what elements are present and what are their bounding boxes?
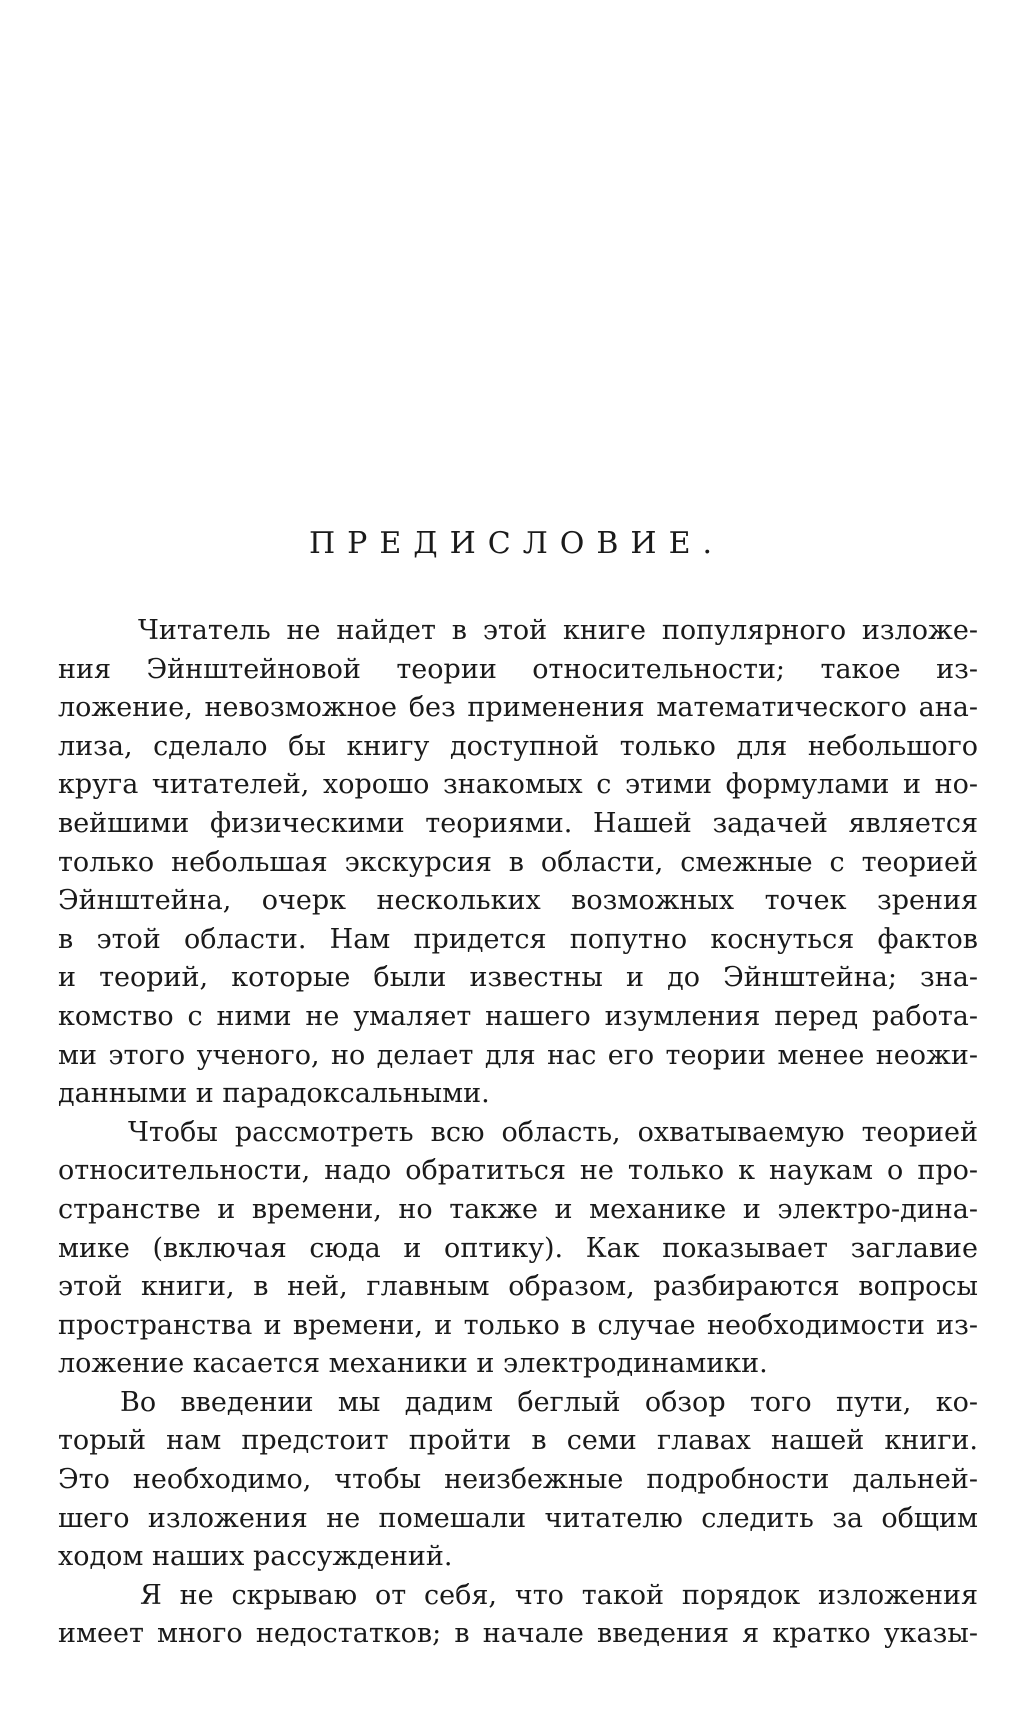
page-title: ПРЕДИСЛОВИЕ.	[308, 526, 725, 561]
text-line: Я не скрываю от себя, что такой порядок изложения	[140, 1579, 978, 1611]
text-line: Чтобы рассмотреть всю область, охватываемую теорией	[128, 1116, 978, 1148]
text-line: пространства и времени, и только в случае необходимости из-	[58, 1309, 978, 1341]
text-line: странстве и времени, но также и механике и электро-дина-	[58, 1193, 978, 1225]
text-line: Эйнштейна, очерк нескольких возможных точек зрения	[58, 885, 978, 917]
paragraph-4	[58, 1577, 978, 1654]
text-line: ложение, невозможное без применения математического ана-	[58, 692, 978, 724]
text-line: в этой области. Нам придется попутно коснуться фактов	[58, 923, 978, 955]
text-line: лиза, сделало бы книгу доступной только для небольшого	[58, 730, 978, 762]
preface-body	[58, 612, 978, 1654]
text-line: ми этого ученого, но делает для нас его теории менее неожи-	[58, 1039, 978, 1071]
text-line: комство с ними не умаляет нашего изумления перед работа-	[58, 1000, 978, 1032]
text-line: имеет много недостатков; в начале введения я кратко указы-	[58, 1618, 978, 1650]
paragraph-3	[58, 1384, 978, 1577]
text-line: ния Эйнштейновой теории относительности; такое из-	[58, 653, 978, 685]
text-line: этой книги, в ней, главным образом, разбираются вопросы	[58, 1271, 978, 1303]
text-line: шего изложения не помешали читателю следить за общим	[58, 1502, 978, 1534]
text-line: Во введении мы дадим беглый обзор того пути, ко-	[120, 1386, 978, 1418]
text-line: ходом наших рассуждений.	[58, 1541, 453, 1573]
text-line: и теорий, которые были известны и до Эйнштейна; зна-	[58, 962, 978, 994]
text-line: торый нам предстоит пройти в семи главах нашей книги.	[58, 1425, 978, 1457]
text-line: только небольшая экскурсия в области, смежные с теорией	[58, 846, 978, 878]
text-line: Это необходимо, чтобы неизбежные подробности дальней-	[58, 1464, 978, 1496]
text-line: мике (включая сюда и оптику). Как показывает заглавие	[58, 1232, 978, 1264]
text-line: Читатель не найдет в этой книге популярного изложе-	[138, 615, 978, 646]
text-line: относительности, надо обратиться не только к наукам о про-	[58, 1155, 978, 1187]
paragraph-2	[58, 1114, 978, 1384]
text-line: данными и парадоксальными.	[58, 1078, 490, 1110]
text-line: круга читателей, хорошо знакомых с этими формулами и но-	[58, 769, 978, 801]
text-line: ложение касается механики и электродинамики.	[58, 1348, 768, 1380]
text-line: вейшими физическими теориями. Нашей задачей является	[58, 807, 978, 839]
paragraph-1	[58, 612, 978, 1114]
